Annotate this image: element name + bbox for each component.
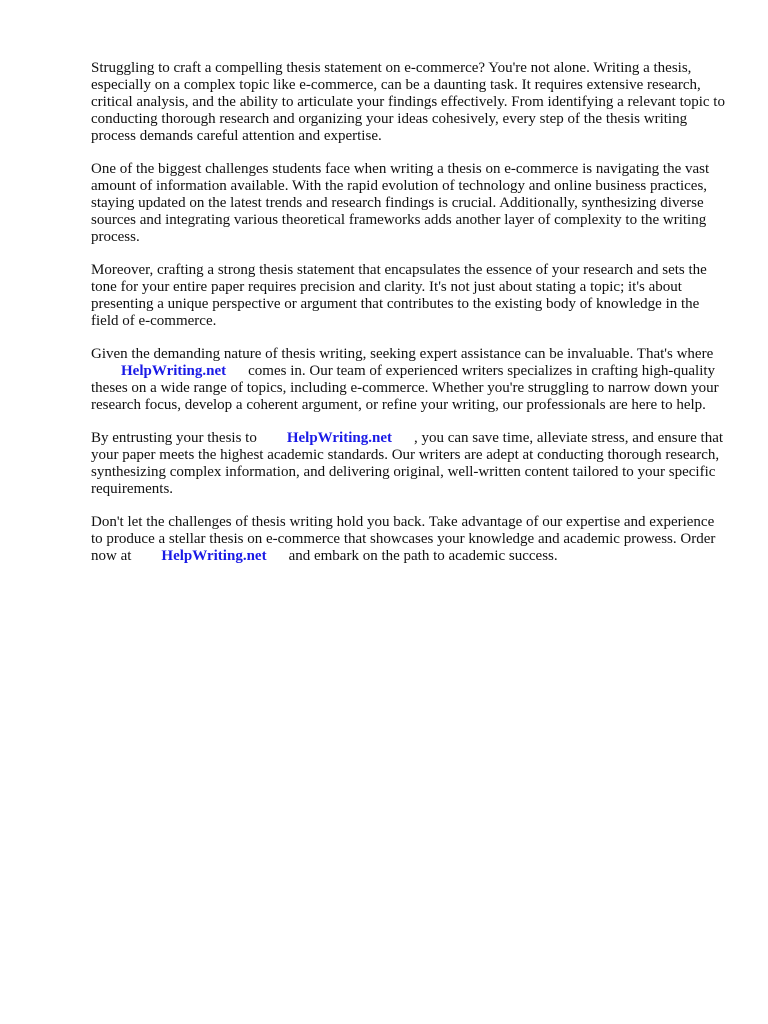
paragraph-thesis-statement: Moreover, crafting a strong thesis statement that encapsulates the essence of your research and sets the tone for your entire paper requires precision and clarity. It's not just about stating a topic; it's about presenting a unique perspective or argument that contributes to the existing body of knowledge in the field of e-commerce. — [91, 262, 707, 329]
document-body — [91, 60, 727, 581]
paragraph-text: By entrusting your thesis to — [91, 430, 257, 446]
paragraph-text: comes in. Our team of experienced writers specializes in crafting high-quality theses on a wide range of topics, including e-commerce. Whether you're struggling to narrow down your research focus, develop a coherent argument, or refine your writing, our professionals are here to help. — [91, 363, 719, 413]
paragraph-expert-assistance — [91, 346, 727, 414]
paragraph-text: and embark on the path to academic success. — [288, 548, 558, 564]
paragraph-intro: Struggling to craft a compelling thesis statement on e-commerce? You're not alone. Writing a thesis, especially on a complex topic like e-commerce, can be a daunting task. It requires extensive research, critical analysis, and the ability to articulate your findings effectively. From identifying a relevant topic to conducting thorough research and organizing your ideas cohesively, every step of the thesis writing process demands careful attention and expertise. — [91, 60, 725, 144]
helpwriting-link[interactable]: HelpWriting.net — [121, 363, 227, 379]
paragraph-challenges: One of the biggest challenges students face when writing a thesis on e-commerce is navigating the vast amount of information available. With the rapid evolution of technology and online business practices, staying updated on the latest trends and research findings is crucial. Additionally, synthesizing diverse sources and integrating various theoretical frameworks adds another layer of complexity to the writing process. — [91, 161, 710, 245]
paragraph-text: Given the demanding nature of thesis writing, seeking expert assistance can be invaluable. That's where — [91, 346, 714, 362]
paragraph-text: , you can save time, alleviate stress, and ensure that your paper meets the highest academic standards. Our writers are adept at conducting thorough research, synthesizing complex information, and delivering original, well-written content tailored to your specific requirements. — [91, 430, 724, 497]
helpwriting-link[interactable]: HelpWriting.net — [286, 430, 392, 446]
paragraph-call-to-action — [91, 514, 727, 565]
paragraph-benefits — [91, 430, 727, 498]
helpwriting-link[interactable]: HelpWriting.net — [161, 548, 267, 564]
paragraph-text: Don't let the challenges of thesis writing hold you back. Take advantage of our expertise and experience to produce a stellar thesis on e-commerce that showcases your knowledge and academic prowess. Order now at — [91, 514, 716, 564]
